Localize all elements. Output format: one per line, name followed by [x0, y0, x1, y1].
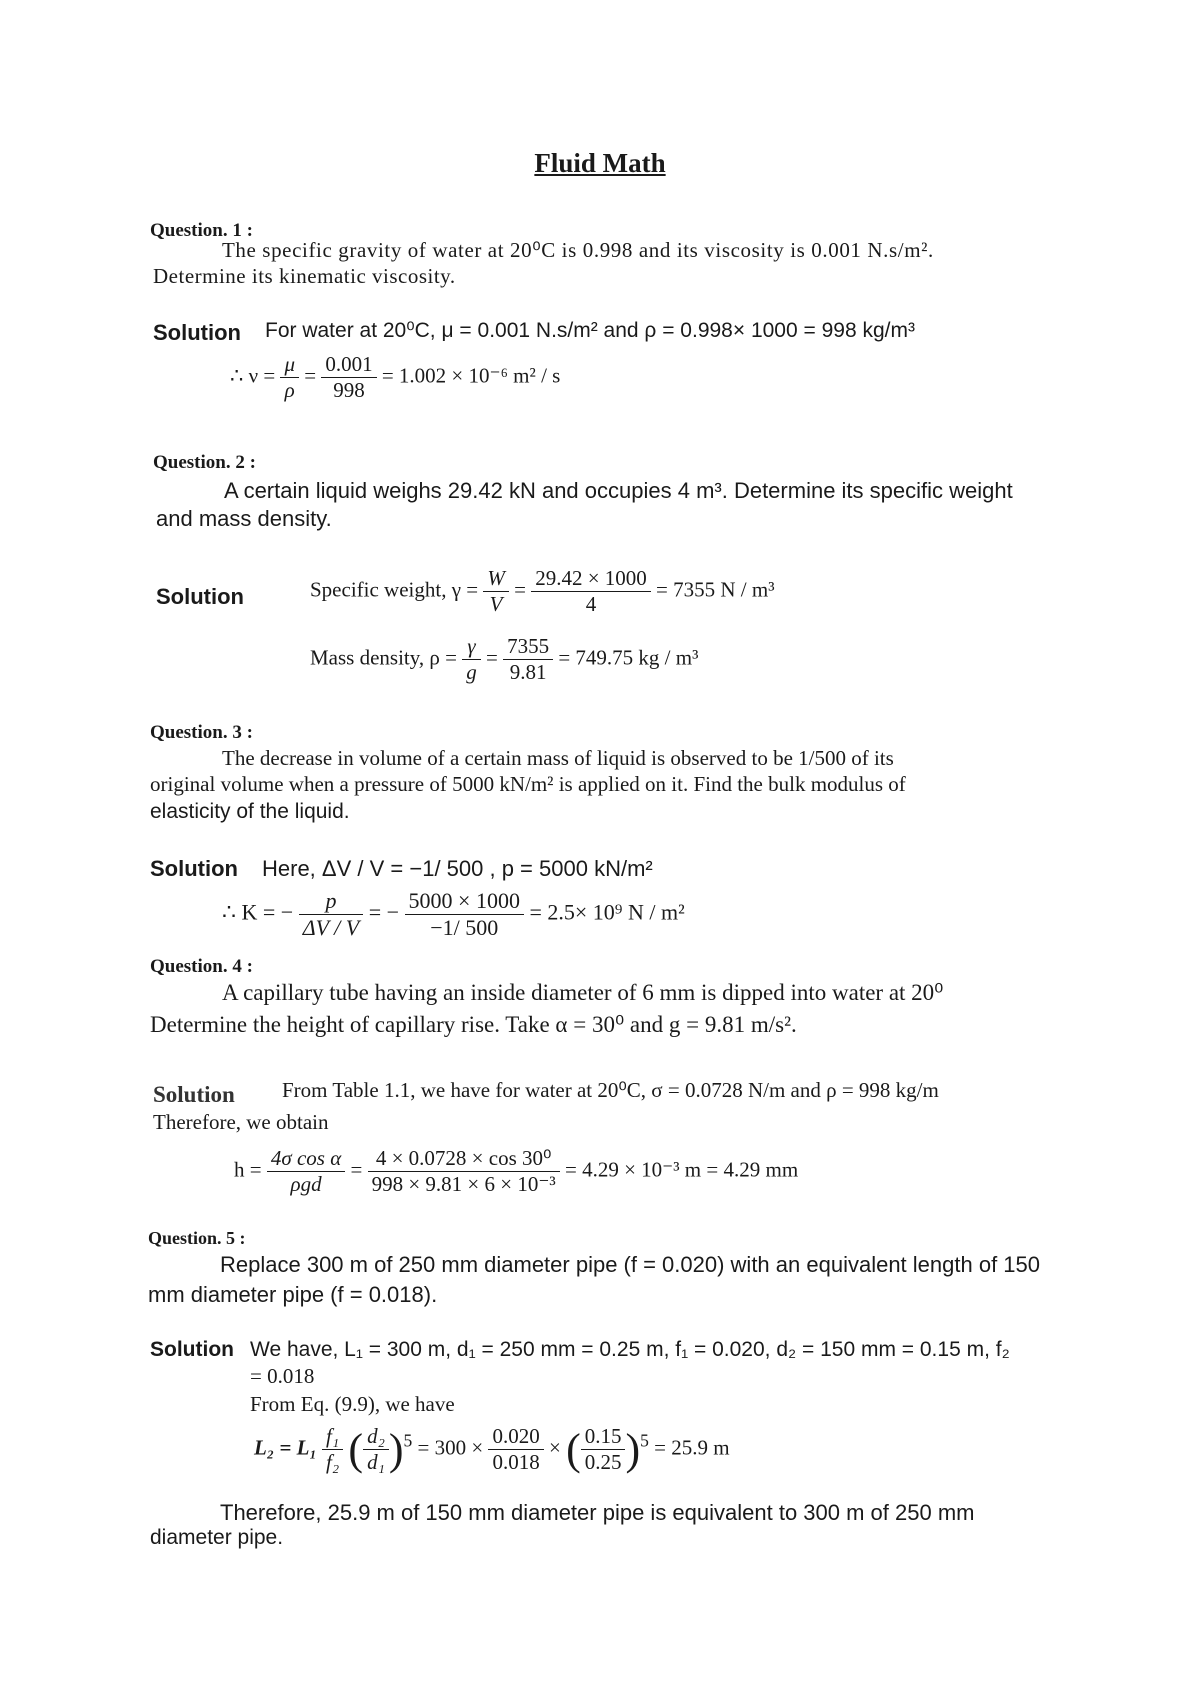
eq3-result: = 2.5× 10⁹ N / m² — [529, 899, 685, 925]
question-2-label: Question. 2 : — [153, 452, 256, 473]
sw-result: = 7355 N / m³ — [656, 577, 775, 602]
solution-1-label: Solution — [153, 320, 241, 345]
solution-4-equation — [234, 1146, 798, 1197]
eq1-equals: = — [304, 363, 317, 388]
solution-4-label: Solution — [153, 1082, 235, 1107]
question-3-label: Question. 3 : — [150, 722, 253, 743]
eq5-fraction-d-values: $\frac{0.15}{0.25}$ — [581, 1424, 626, 1475]
eq5-lhs: L₂ = L₁ — [254, 1435, 317, 1460]
specific-weight-label: Specific weight, γ = — [310, 577, 479, 602]
md-fraction-gamma-g: $\frac{\gamma}{g}$ — [462, 634, 481, 685]
question-5-label: Question. 5 : — [148, 1228, 246, 1248]
question-4-label: Question. 4 : — [150, 956, 253, 977]
question-5-text-line2: mm diameter pipe (f = 0.018). — [148, 1282, 438, 1307]
sw-fraction-w-v: $\frac{W}{V}$ — [483, 566, 509, 617]
md-fraction-values: $\frac{7355}{9.81}$ — [503, 634, 553, 685]
eq4-fraction-formula: $\frac{\text{4σ cos α}}{\text{ρgd}}$ — [267, 1146, 345, 1197]
solution-4-text: From Table 1.1, we have for water at 20⁰C, σ = 0.0728 N/m and ρ = 998 kg/m — [282, 1078, 939, 1102]
eq3-fraction-p: $\frac{p}{\Delta V / V}$ — [299, 888, 364, 941]
eq4-result: = 4.29 × 10⁻³ m = 4.29 mm — [564, 1157, 799, 1182]
mass-density-label: Mass density, ρ = — [310, 645, 457, 670]
eq5-fraction-f-values: $\frac{0.020}{0.018}$ — [488, 1424, 543, 1475]
question-2-text-line2: and mass density. — [156, 506, 332, 531]
eq5-fraction-d: $\frac{\text{d₂}}{\text{d₁}}$ — [363, 1424, 389, 1475]
eq5-middle: = 300 × — [417, 1435, 484, 1460]
solution-5-text: We have, L₁ = 300 m, d₁ = 250 mm = 0.25 m, f₁ = 0.020, d₂ = 150 mm = 0.15 m, f₂ — [250, 1338, 1010, 1361]
eq1-fraction-values: $\frac{0.001}{998}$ — [321, 352, 376, 403]
md-equals: = — [485, 645, 498, 670]
solution-3-equation — [222, 888, 685, 941]
solution-1-text: For water at 20⁰C, μ = 0.001 N.s/m² and ρ = 0.998× 1000 = 998 kg/m³ — [265, 319, 915, 342]
eq5-fraction-f: $\frac{\text{f₁}}{\text{f₂}}$ — [322, 1424, 343, 1475]
solution-5-equation — [254, 1424, 730, 1475]
eq5-right-paren: ) — [388, 1425, 404, 1474]
eq5-right-paren-2: ) — [625, 1425, 641, 1474]
question-1-text-line2: Determine its kinematic viscosity. — [153, 264, 456, 288]
question-3-text-line2: original volume when a pressure of 5000 kN/m² is applied on it. Find the bulk modulus of — [150, 772, 906, 796]
eq5-left-paren-2: ( — [566, 1425, 581, 1474]
solution-2-mass-density — [310, 634, 698, 685]
eq5-times: × — [548, 1435, 561, 1460]
eq3-lhs: ∴ K = − — [222, 899, 294, 925]
solution-5-conclusion-line1: Therefore, 25.9 m of 150 mm diameter pipe is equivalent to 300 m of 250 mm — [220, 1500, 975, 1525]
question-3-text-line1: The decrease in volume of a certain mass of liquid is observed to be 1/500 of its — [222, 746, 894, 770]
sw-fraction-values: $\frac{29.42 \times 1000}{4}$ — [531, 566, 651, 617]
question-3-text-line3: elasticity of the liquid. — [150, 800, 350, 823]
eq1-result: = 1.002 × 10⁻⁶ m² / s — [381, 363, 561, 388]
eq4-fraction-values: $\frac{\text{4 × 0.0728 × cos 30⁰}}{\text{998 × 9.81 × 6 × 10⁻³}}$ — [368, 1146, 560, 1197]
solution-5-conclusion-line2: diameter pipe. — [150, 1526, 284, 1549]
question-2-text-line1: A certain liquid weighs 29.42 kN and occupies 4 m³. Determine its specific weight — [224, 478, 1013, 503]
page-title: Fluid Math — [534, 148, 666, 178]
eq3-equals: = − — [368, 899, 400, 925]
question-5-text-line1: Replace 300 m of 250 mm diameter pipe (f = 0.020) with an equivalent length of 150 — [220, 1252, 1040, 1277]
eq5-result: = 25.9 m — [654, 1435, 730, 1460]
eq1-lhs: ∴ ν = — [230, 363, 276, 388]
eq3-fraction-values: $\frac{5000 \times 1000}{-1/ 500}$ — [405, 888, 524, 941]
question-4-text-line2: Determine the height of capillary rise. Take α = 30⁰ and g = 9.81 m/s². — [150, 1012, 797, 1037]
eq4-equals: = — [350, 1157, 363, 1182]
sw-equals: = — [514, 577, 526, 602]
solution-3-text: Here, ΔV / V = −1/ 500 , p = 5000 kN/m² — [262, 856, 653, 881]
question-1-text-line1: The specific gravity of water at 20⁰C is 0.998 and its viscosity is 0.001 N.s/m². — [222, 238, 934, 262]
solution-5-label: Solution — [150, 1338, 234, 1361]
question-4-text-line1: A capillary tube having an inside diameter of 6 mm is dipped into water at 20⁰ — [222, 980, 944, 1005]
solution-5-text-line3: From Eq. (9.9), we have — [250, 1392, 455, 1416]
eq5-exponent-2: 5 — [640, 1430, 649, 1451]
eq5-left-paren: ( — [348, 1425, 364, 1474]
eq4-lhs: h = — [234, 1157, 262, 1182]
solution-2-specific-weight — [310, 566, 775, 617]
eq1-fraction-mu-rho: $\frac{\mu}{\rho}$ — [280, 352, 299, 403]
solution-2-label: Solution — [156, 584, 244, 609]
md-result: = 749.75 kg / m³ — [558, 645, 699, 670]
solution-1-equation — [230, 352, 560, 403]
solution-5-text-line2: = 0.018 — [250, 1364, 315, 1388]
eq5-exponent: 5 — [403, 1430, 413, 1451]
question-1-label: Question. 1 : — [150, 220, 253, 241]
solution-3-label: Solution — [150, 856, 238, 881]
solution-4-text-line2: Therefore, we obtain — [153, 1110, 329, 1134]
